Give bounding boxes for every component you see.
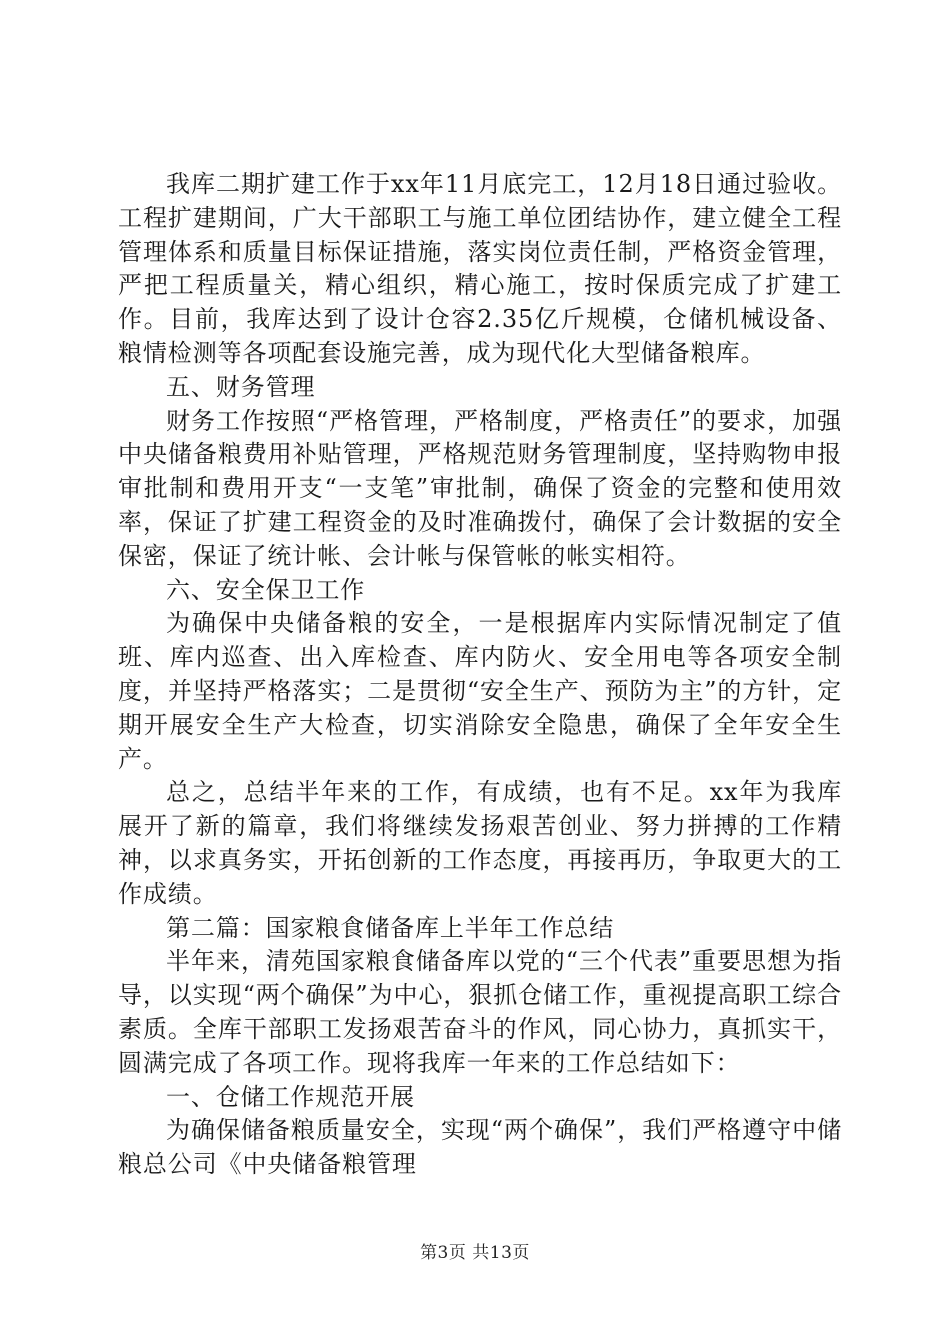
- paragraph-half-year-intro: 半年来，清苑国家粮食储备库以党的“三个代表”重要思想为指导，以实现“两个确保”为中心，狠抓仓储工作，重视提高职工综合素质。全库干部职工发扬艰苦奋斗的作风，同心协力，真抓实干，圆满完成了各项工作。现将我库一年来的工作总结如下：: [118, 947, 842, 1077]
- paragraph-finance-work: 财务工作按照“严格管理，严格制度，严格责任”的要求，加强中央储备粮费用补贴管理，严格规范财务管理制度，坚持购物申报审批制和费用开支“一支笔”审批制，确保了资金的完整和使用效率，保证了扩建工程资金的及时准确拨付，确保了会计数据的安全保密，保证了统计帐、会计帐与保管帐的帐实相符。: [118, 406, 842, 570]
- paragraph-security-measures: 为确保中央储备粮的安全，一是根据库内实际情况制定了值班、库内巡查、出入库检查、库内防火、安全用电等各项安全制度，并坚持严格落实；二是贯彻“安全生产、预防为主”的方针，定期开展安全生产大检查，切实消除安全隐患，确保了全年安全生产。: [118, 609, 842, 773]
- paragraph-expansion-project: 我库二期扩建工作于xx年11月底完工，12月18日通过验收。工程扩建期间，广大干部职工与施工单位团结协作，建立健全工程管理体系和质量目标保证措施，落实岗位责任制，严格资金管理，严把工程质量关，精心组织，精心施工，按时保质完成了扩建工作。目前，我库达到了设计仓容2.35亿斤规模，仓储机械设备、粮情检测等各项配套设施完善，成为现代化大型储备粮库。: [118, 170, 842, 367]
- document-body: [118, 168, 842, 1182]
- heading-storage-work: 一、仓储工作规范开展: [166, 1082, 415, 1111]
- heading-security-work: 六、安全保卫工作: [166, 575, 366, 604]
- paragraph-storage-quality: 为确保储备粮质量安全，实现“两个确保”，我们严格遵守中储粮总公司《中央储备粮管理: [118, 1116, 842, 1179]
- page-number-footer: 第3页 共13页: [420, 1243, 530, 1263]
- heading-second-article: 第二篇：国家粮食储备库上半年工作总结: [166, 913, 615, 942]
- heading-finance-management: 五、财务管理: [166, 372, 316, 401]
- paragraph-conclusion: 总之，总结半年来的工作，有成绩，也有不足。xx年为我库展开了新的篇章，我们将继续发扬艰苦创业、努力拼搏的工作精神，以求真务实，开拓创新的工作态度，再接再历，争取更大的工作成绩。: [118, 778, 842, 908]
